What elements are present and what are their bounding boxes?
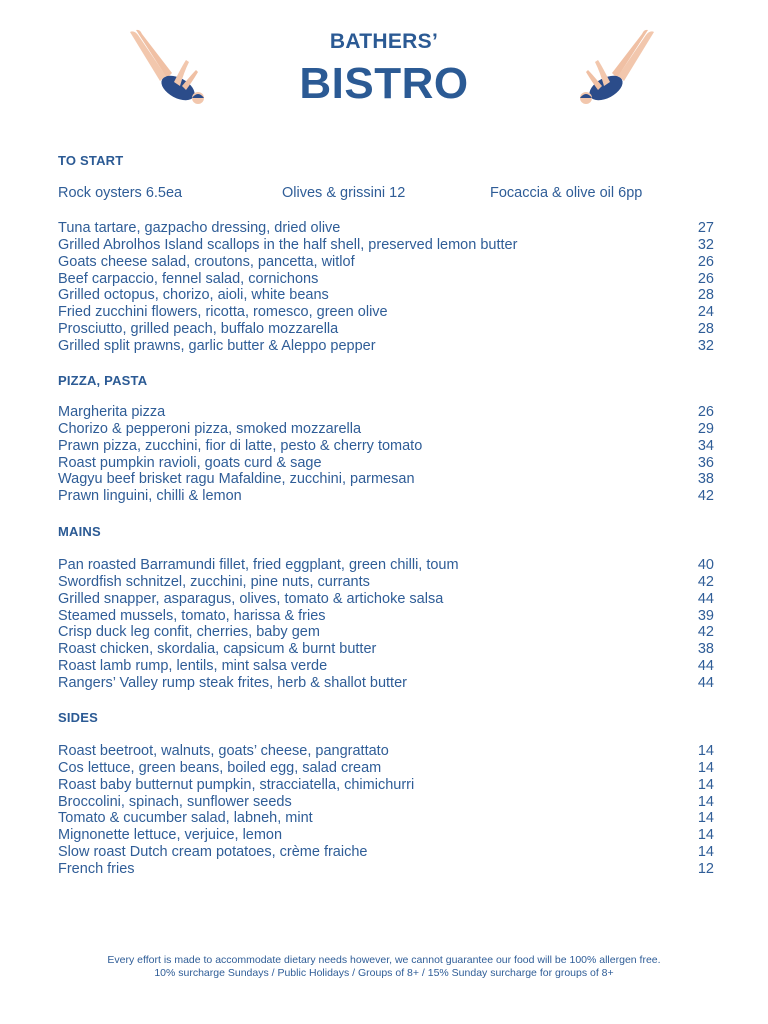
item-name: Rangers’ Valley rump steak frites, herb & shallot butter xyxy=(58,674,407,691)
surcharge-notice: 10% surcharge Sundays / Public Holidays / Groups of 8+ / 15% Sunday surcharge for groups of 8+ xyxy=(154,967,614,979)
list-item xyxy=(58,794,714,811)
list-item xyxy=(58,641,714,658)
item-name: Roast chicken, skordalia, capsicum & burnt butter xyxy=(58,641,377,658)
list-item xyxy=(58,220,714,237)
item-price: 14 xyxy=(697,793,714,810)
item-price: 44 xyxy=(697,674,714,691)
list-item xyxy=(58,591,714,608)
allergen-notice: Every effort is made to accommodate dietary needs however, we cannot guarantee our food will be 100% allergen free. xyxy=(107,954,661,966)
list-item xyxy=(58,608,714,625)
item-name: Grilled octopus, chorizo, aioli, white beans xyxy=(58,287,329,304)
item-price: 26 xyxy=(697,253,714,270)
item-name: Fried zucchini flowers, ricotta, romesco, green olive xyxy=(58,304,388,321)
item-name: Grilled snapper, asparagus, olives, tomato & artichoke salsa xyxy=(58,590,444,607)
snack-item: Olives & grissini 12 xyxy=(282,185,406,201)
item-price: 40 xyxy=(697,557,714,573)
list-item xyxy=(58,844,714,861)
item-price: 36 xyxy=(697,454,714,471)
list-item xyxy=(58,861,714,878)
item-name: Mignonette lettuce, verjuice, lemon xyxy=(58,827,283,844)
item-price: 14 xyxy=(697,810,714,827)
item-name: Prosciutto, grilled peach, buffalo mozzarella xyxy=(58,321,339,338)
item-price: 38 xyxy=(697,471,714,488)
item-name: Prawn pizza, zucchini, fior di latte, pesto & cherry tomato xyxy=(58,437,423,454)
list-item xyxy=(58,675,714,692)
item-price: 42 xyxy=(697,624,714,641)
item-name: Roast pumpkin ravioli, goats curd & sage xyxy=(58,454,322,471)
snacks-row xyxy=(58,185,718,203)
item-name: Slow roast Dutch cream potatoes, crème fraiche xyxy=(58,844,368,861)
list-item xyxy=(58,557,714,574)
item-price: 38 xyxy=(697,641,714,658)
item-price: 34 xyxy=(697,437,714,454)
section-title-mains: MAINS xyxy=(58,524,101,539)
item-name: Pan roasted Barramundi fillet, fried eggplant, green chilli, toum xyxy=(58,557,459,573)
item-price: 12 xyxy=(697,860,714,877)
item-name: Roast lamb rump, lentils, mint salsa verde xyxy=(58,658,328,675)
list-sides xyxy=(58,743,714,878)
item-name: Wagyu beef brisket ragu Mafaldine, zucchini, parmesan xyxy=(58,471,415,488)
diver-illustration-icon xyxy=(572,26,662,108)
list-item xyxy=(58,237,714,254)
item-name: Chorizo & pepperoni pizza, smoked mozzarella xyxy=(58,420,362,437)
item-name: Goats cheese salad, croutons, pancetta, witlof xyxy=(58,253,355,270)
list-item xyxy=(58,574,714,591)
item-price: 14 xyxy=(697,776,714,793)
item-name: Grilled Abrolhos Island scallops in the half shell, preserved lemon butter xyxy=(58,236,518,253)
item-name: Prawn linguini, chilli & lemon xyxy=(58,488,242,505)
list-item xyxy=(58,827,714,844)
item-price: 44 xyxy=(697,658,714,675)
item-price: 24 xyxy=(697,304,714,321)
list-item xyxy=(58,810,714,827)
list-item xyxy=(58,624,714,641)
list-item xyxy=(58,254,714,271)
item-price: 26 xyxy=(697,270,714,287)
snack-item: Rock oysters 6.5ea xyxy=(58,185,183,201)
item-price: 42 xyxy=(697,573,714,590)
menu-header xyxy=(0,0,768,120)
list-item xyxy=(58,777,714,794)
item-name: Cos lettuce, green beans, boiled egg, salad cream xyxy=(58,759,382,776)
item-price: 14 xyxy=(697,844,714,861)
list-item xyxy=(58,287,714,304)
section-title-to-start: TO START xyxy=(58,153,124,168)
snack-item: Focaccia & olive oil 6pp xyxy=(490,185,643,201)
list-item xyxy=(58,488,714,505)
item-price: 44 xyxy=(697,590,714,607)
item-name: Grilled split prawns, garlic butter & Aleppo pepper xyxy=(58,337,376,354)
item-price: 14 xyxy=(697,827,714,844)
menu-footer xyxy=(0,954,768,980)
item-name: Tuna tartare, gazpacho dressing, dried olive xyxy=(58,220,341,236)
item-price: 26 xyxy=(697,404,714,420)
list-item xyxy=(58,455,714,472)
brand-title: BISTRO xyxy=(299,59,469,108)
item-name: Roast beetroot, walnuts, goats’ cheese, pangrattato xyxy=(58,743,389,759)
section-title-sides: SIDES xyxy=(58,710,99,725)
item-price: 39 xyxy=(697,607,714,624)
list-item xyxy=(58,404,714,421)
list-item xyxy=(58,438,714,455)
list-pizza-pasta xyxy=(58,404,714,505)
list-item xyxy=(58,304,714,321)
item-name: Crisp duck leg confit, cherries, baby gem xyxy=(58,624,320,641)
item-name: Beef carpaccio, fennel salad, cornichons xyxy=(58,270,319,287)
list-item xyxy=(58,421,714,438)
item-name: French fries xyxy=(58,860,135,877)
item-name: Roast baby butternut pumpkin, stracciatella, chimichurri xyxy=(58,776,415,793)
list-item xyxy=(58,743,714,760)
item-price: 42 xyxy=(697,488,714,505)
item-price: 32 xyxy=(697,337,714,354)
item-name: Swordfish schnitzel, zucchini, pine nuts, currants xyxy=(58,573,370,590)
item-name: Steamed mussels, tomato, harissa & fries xyxy=(58,607,326,624)
list-item xyxy=(58,338,714,355)
item-price: 27 xyxy=(697,220,714,236)
brand-subtitle: BATHERS’ xyxy=(329,30,439,53)
item-name: Broccolini, spinach, sunflower seeds xyxy=(58,793,292,810)
list-item xyxy=(58,321,714,338)
list-item xyxy=(58,471,714,488)
item-name: Margherita pizza xyxy=(58,404,166,420)
item-price: 29 xyxy=(697,420,714,437)
list-mains xyxy=(58,557,714,692)
item-price: 14 xyxy=(697,743,714,759)
section-title-pizza-pasta: PIZZA, PASTA xyxy=(58,373,148,388)
item-price: 32 xyxy=(697,236,714,253)
list-item xyxy=(58,760,714,777)
item-name: Tomato & cucumber salad, labneh, mint xyxy=(58,810,313,827)
list-item xyxy=(58,658,714,675)
list-to-start xyxy=(58,220,714,355)
list-item xyxy=(58,271,714,288)
item-price: 28 xyxy=(697,321,714,338)
item-price: 14 xyxy=(697,759,714,776)
item-price: 28 xyxy=(697,287,714,304)
